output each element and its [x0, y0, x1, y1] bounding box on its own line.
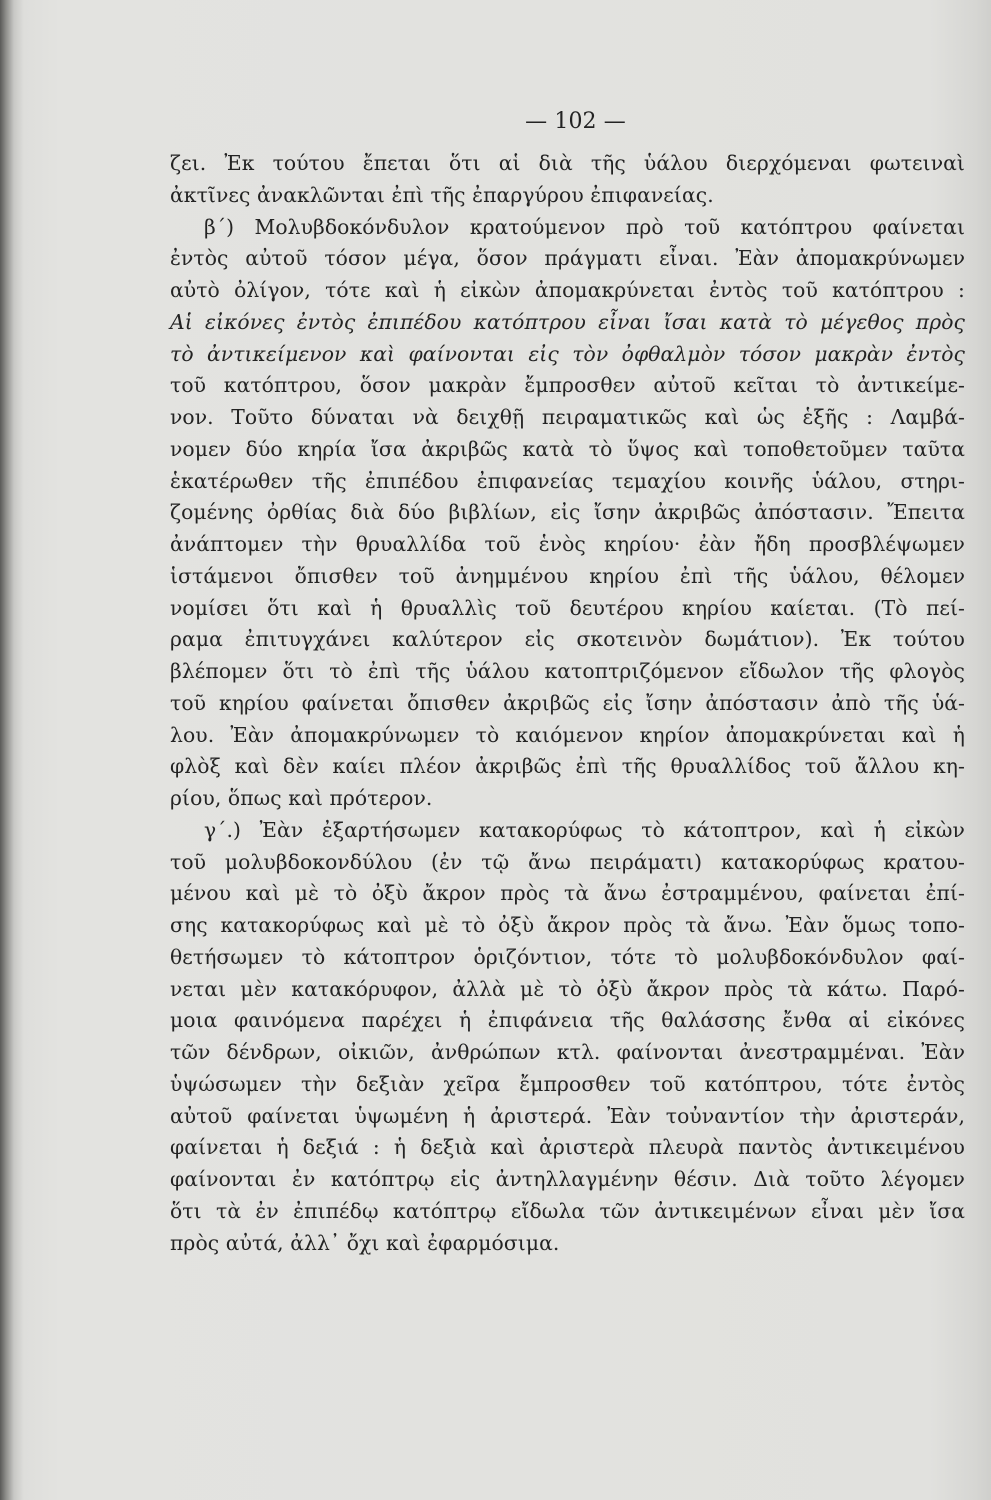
- page-binding-shadow: [0, 0, 22, 1500]
- text-line: ὑψώσωμεν τὴν δεξιὰν χεῖρα ἔμπροσθεν τοῦ κατόπτρου, τότε ἐντὸς: [170, 1071, 965, 1096]
- text-line: τοῦ μολυβδοκονδύλου (ἐν τῷ ἄνω πειράματι) κατακορύφως κρατου-: [170, 849, 965, 874]
- text-line: Αἱ εἰκόνες ἐντὸς ἐπιπέδου κατόπτρου εἶναι ἴσαι κατὰ τὸ μέγεθος πρὸς: [170, 309, 965, 334]
- text-line: ζει. Ἐκ τούτου ἔπεται ὅτι αἱ διὰ τῆς ὑάλου διερχόμεναι φωτειναὶ: [170, 151, 965, 175]
- text-line: νον. Τοῦτο δύναται νὰ δειχθῇ πειραματικῶς καὶ ὡς ἑξῆς : Λαμβά-: [170, 405, 965, 429]
- text-line: β΄) Μολυβδοκόνδυλον κρατούμενον πρὸ τοῦ κατόπτρου φαίνεται: [204, 214, 965, 239]
- text-line: μοια φαινόμενα παρέχει ἡ ἐπιφάνεια τῆς θαλάσσης ἔνθα αἱ εἰκόνες: [170, 1008, 965, 1033]
- text-line: θετήσωμεν τὸ κάτοπτρον ὁριζόντιον, τότε τὸ μολυβδοκόνδυλον φαί-: [170, 944, 965, 969]
- text-line: τοῦ κατόπτρου, ὅσον μακρὰν ἔμπροσθεν αὐτοῦ κεῖται τὸ ἀντικείμε-: [170, 373, 965, 398]
- text-line: φλὸξ καὶ δὲν καίει πλέον ἀκριβῶς ἐπὶ τῆς θρυαλλίδος τοῦ ἄλλου κη-: [170, 754, 965, 779]
- text-line: τῶν δένδρων, οἰκιῶν, ἀνθρώπων κτλ. φαίνονται ἀνεστραμμέναι. Ἐὰν: [170, 1040, 965, 1064]
- text-line: πρὸς αὐτά, ἀλλ᾽ ὄχι καὶ ἐφαρμόσιμα.: [170, 1230, 560, 1255]
- text-line: νομεν δύο κηρία ἴσα ἀκριβῶς κατὰ τὸ ὕψος καὶ τοποθετοῦμεν ταῦτα: [170, 436, 965, 461]
- text-line: φαίνεται ἡ δεξιά : ἡ δεξιὰ καὶ ἀριστερὰ πλευρὰ παντὸς ἀντικειμένου: [170, 1135, 965, 1160]
- text-line: ἀκτῖνες ἀνακλῶνται ἐπὶ τῆς ἐπαργύρου ἐπιφανείας.: [170, 182, 714, 207]
- text-line: αὐτοῦ φαίνεται ὑψωμένη ἡ ἀριστερά. Ἐὰν τοὐναντίον τὴν ἀριστεράν,: [170, 1103, 965, 1128]
- text-line: ρίου, ὅπως καὶ πρότερον.: [170, 786, 433, 810]
- text-line: νομίσει ὅτι καὶ ἡ θρυαλλὶς τοῦ δευτέρου κηρίου καίεται. (Τὸ πεί-: [170, 595, 965, 620]
- text-line: βλέπομεν ὅτι τὸ ἐπὶ τῆς ὑάλου κατοπτριζόμενον εἴδωλον τῆς φλογὸς: [170, 659, 965, 683]
- text-line: αὐτὸ ὀλίγον, τότε καὶ ἡ εἰκὼν ἀπομακρύνεται ἐντὸς τοῦ κατόπτρου :: [170, 278, 965, 302]
- text-line: γ΄.) Ἐὰν ἐξαρτήσωμεν κατακορύφως τὸ κάτοπτρον, καὶ ἡ εἰκὼν: [204, 817, 965, 842]
- text-line: τοῦ κηρίου φαίνεται ὄπισθεν ἀκριβῶς εἰς ἴσην ἀπόστασιν ἀπὸ τῆς ὑά-: [170, 690, 965, 715]
- text-line: τὸ ἀντικείμενον καὶ φαίνονται εἰς τὸν ὀφθαλμὸν τόσον μακρὰν ἐντὸς: [170, 341, 965, 366]
- text-line: ἀνάπτομεν τὴν θρυαλλίδα τοῦ ἑνὸς κηρίου· ἐὰν ἤδη προσβλέψωμεν: [170, 532, 965, 556]
- text-line: ραμα ἐπιτυγχάνει καλύτερον εἰς σκοτεινὸν δωμάτιον). Ἐκ τούτου: [170, 627, 965, 652]
- text-line: ἐντὸς αὐτοῦ τόσον μέγα, ὅσον πράγματι εἶναι. Ἐὰν ἀπομακρύνωμεν: [170, 246, 965, 271]
- text-line: ὅτι τὰ ἐν ἐπιπέδῳ κατόπτρῳ εἴδωλα τῶν ἀντικειμένων εἶναι μὲν ἴσα: [170, 1198, 965, 1223]
- page-text-block: [170, 104, 965, 1259]
- text-line: ζομένης ὀρθίας διὰ δύο βιβλίων, εἰς ἴσην ἀκριβῶς ἀπόστασιν. Ἔπειτα: [170, 500, 965, 525]
- text-line: φαίνονται ἐν κατόπτρῳ εἰς ἀντηλλαγμένην θέσιν. Διὰ τοῦτο λέγομεν: [170, 1167, 965, 1191]
- text-line: ἑκατέρωθεν τῆς ἐπιπέδου ἐπιφανείας τεμαχίου κοινῆς ὑάλου, στηρι-: [170, 468, 965, 493]
- text-line: λου. Ἐὰν ἀπομακρύνωμεν τὸ καιόμενον κηρίον ἀπομακρύνεται καὶ ἡ: [170, 722, 965, 747]
- text-line: σης κατακορύφως καὶ μὲ τὸ ὀξὺ ἄκρον πρὸς τὰ ἄνω. Ἐὰν ὅμως τοπο-: [170, 913, 965, 937]
- text-line: μένου καὶ μὲ τὸ ὀξὺ ἄκρον πρὸς τὰ ἄνω ἐστραμμένου, φαίνεται ἐπί-: [170, 881, 965, 906]
- text-line: νεται μὲν κατακόρυφον, ἀλλὰ μὲ τὸ ὀξὺ ἄκρον πρὸς τὰ κάτω. Παρό-: [170, 976, 965, 1001]
- body-text: [170, 148, 965, 1259]
- page-number: — 102 —: [525, 109, 626, 134]
- text-line: ἱστάμενοι ὄπισθεν τοῦ ἀνημμένου κηρίου ἐπὶ τῆς ὑάλου, θέλομεν: [170, 563, 965, 588]
